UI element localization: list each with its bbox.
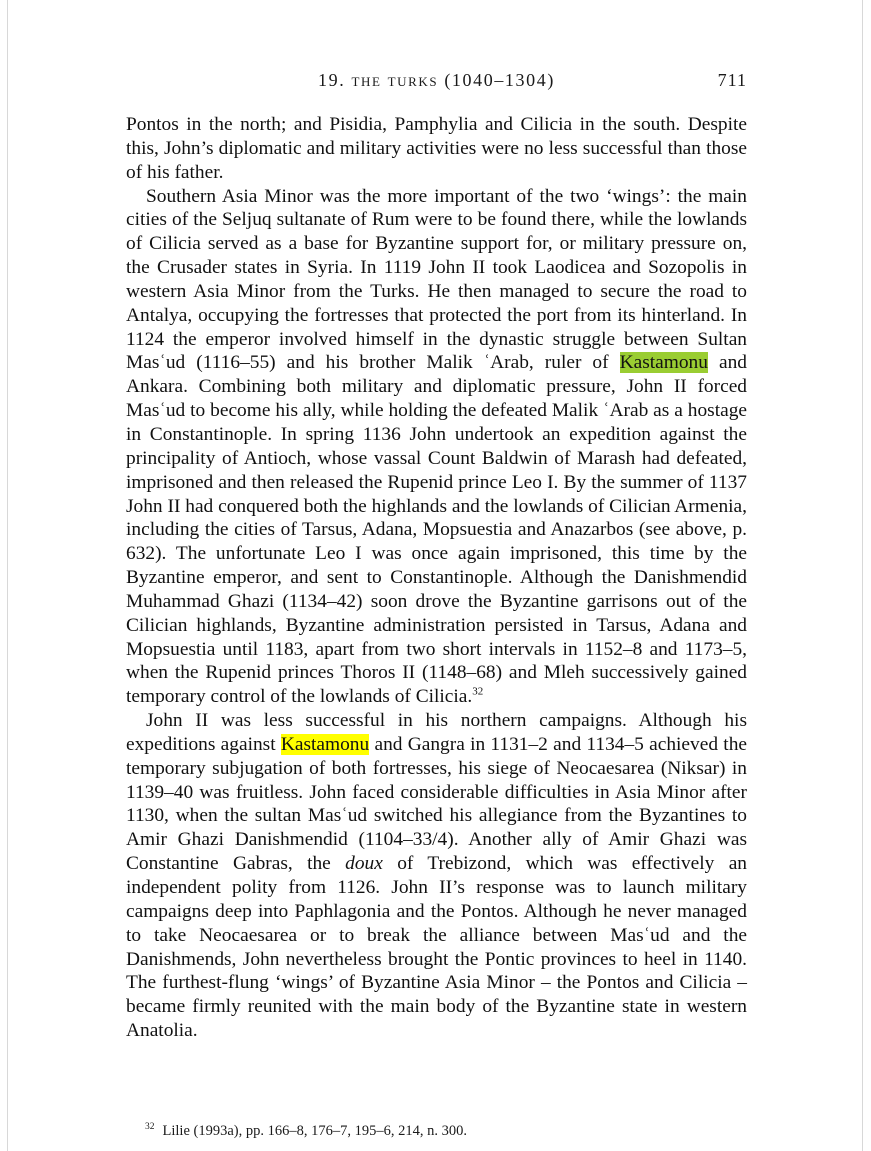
paragraph[interactable] (126, 709, 747, 1043)
italic-term: doux (345, 853, 383, 875)
text-run: Southern Asia Minor was the more important of the two ‘wings’: the main cities of the Seljuq sultanate of Rum were to be found there, while the lowlands of Cilicia served as a base for Byzantine support for, or military pressure on, the Crusader states in Syria. In 1119 John II took Laodicea and Sozopolis in western Asia Minor from the Turks. He then managed to secure the road to Antalya, occupying the fortresses that protected the port from its hinterland. In 1124 the emperor involved himself in the dynastic struggle between Sultan Masʿud (1116–55) and his brother Malik ʿArab, ruler of (126, 185, 747, 374)
footnote (145, 1123, 745, 1140)
highlighted-term-yellow[interactable]: Kastamonu (280, 733, 370, 755)
paragraph[interactable] (126, 113, 747, 185)
page-edge-right (862, 0, 863, 1151)
footnote-text: Lilie (1993a), pp. 166–8, 176–7, 195–6, 214, n. 300. (162, 1123, 467, 1139)
footnote-reference[interactable]: 32 (472, 685, 484, 698)
footnote-number: 32 (145, 1122, 155, 1133)
running-head (126, 70, 747, 98)
paragraph[interactable] (126, 185, 747, 710)
text-run: Pontos in the north; and Pisidia, Pamphylia and Cilicia in the south. Despite this, John’s diplomatic and military activities were no less successful than those of his father. (126, 114, 747, 183)
page-number: 711 (717, 70, 747, 90)
chapter-title: 19. the turks (1040–1304) (318, 70, 555, 90)
text-run: John II was less successful in his northern campaigns. Although his expeditions against (126, 710, 747, 755)
body-text[interactable] (126, 113, 747, 1043)
highlighted-term-green[interactable]: Kastamonu (619, 352, 708, 374)
text-run: and Gangra in 1131–2 and 1134–5 achieved the temporary subjugation of both fortresses, his siege of Neocaesarea (Niksar) in 1139–40 was fruitless. John faced considerable difficulties in Asia Minor after 1130, when the sultan Masʿud switched his allegiance from the Byzantines to Amir Ghazi Danishmendid (1104–33/4). Another ally of Amir Ghazi was Constantine Gabras, the (126, 733, 747, 875)
text-run: of Trebizond, which was effectively an independent polity from 1126. John II’s response was to launch military campaigns deep into Paphlagonia and the Pontos. Although he never managed to take Neocaesarea or to break the alliance between Masʿud and the Danishmends, John nevertheless brought the Pontic provinces to heel in 1140. The furthest-flung ‘wings’ of Byzantine Asia Minor – the Pontos and Cilicia – became firmly reunited with the main body of the Byzantine state in western Anatolia. (126, 853, 748, 1042)
text-run: and Ankara. Combining both military and diplomatic pressure, John II forced Masʿud to become his ally, while holding the defeated Malik ʿArab as a hostage in Constantinople. In spring 1136 John undertook an expedition against the principality of Antioch, whose vassal Count Baldwin of Marash had defeated, imprisoned and then released the Rupenid prince Leo I. By the summer of 1137 John II had conquered both the highlands and the lowlands of Cilician Armenia, including the cities of Tarsus, Adana, Mopsuestia and Anazarbos (see above, p. 632). The unfortunate Leo I was once again imprisoned, this time by the Byzantine emperor, and sent to Constantinople. Although the Danishmendid Muhammad Ghazi (1134–42) soon drove the Byzantine garrisons out of the Cilician highlands, Byzantine administration persisted in Tarsus, Adana and Mopsuestia until 1183, apart from two short intervals in 1152–8 and 1173–5, when the Rupenid princes Thoros II (1148–68) and Mleh successively gained temporary control of the lowlands of Cilicia. (126, 352, 747, 708)
page-edge-left (7, 0, 8, 1151)
